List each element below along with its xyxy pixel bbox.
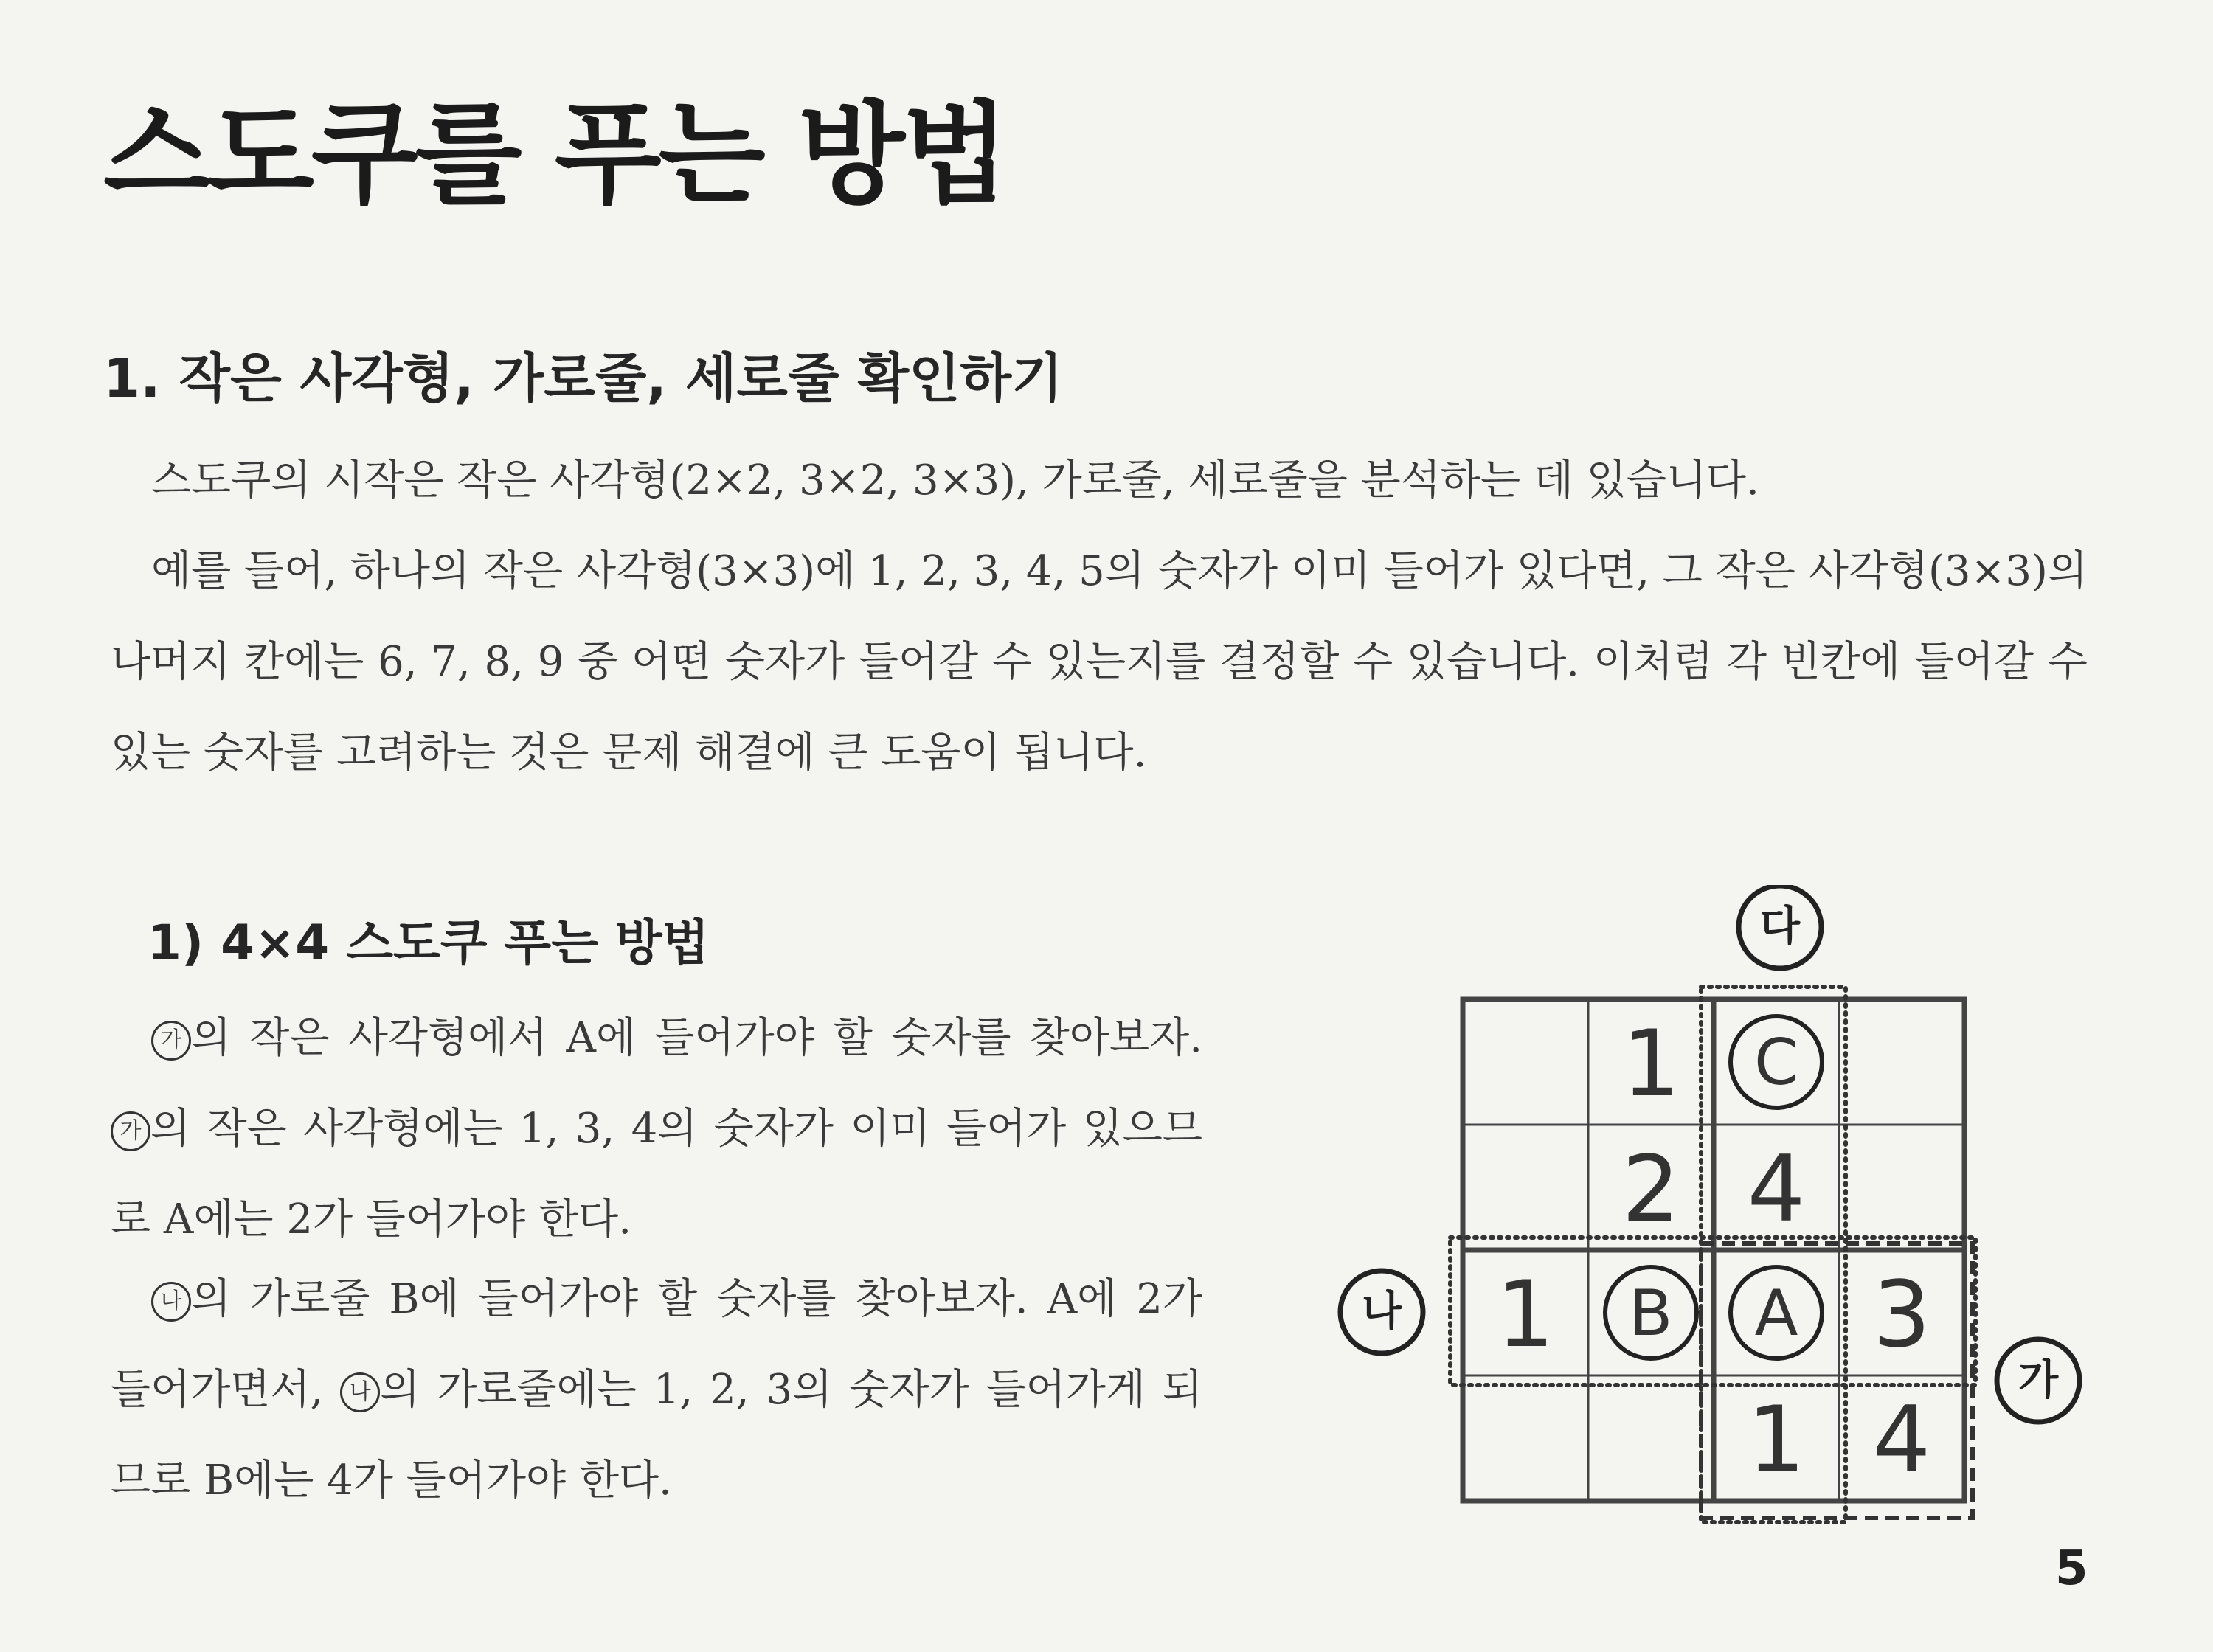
section-2-paragraph-1: [111, 993, 1202, 1265]
section-1-paragraph-2: [111, 526, 2088, 798]
cell-value-r1c3: C: [1753, 1026, 1799, 1100]
paragraph-text: 의 가로줄에는 1, 2, 3의 숫자가 들어가게 되므로 B에는 4가 들어가야 한다.: [111, 1366, 1202, 1504]
cell-value-r1c2: 1: [1621, 1011, 1680, 1117]
section-1-paragraph-2-text: 예를 들어, 하나의 작은 사각형(3×3)에 1, 2, 3, 4, 5의 숫자가 이미 들어가 있다면, 그 작은 사각형(3×3)의 나머지 칸에는 6, 7, 8, 9 중 어떤 숫자가 들어갈 수 있는지를 결정할 수 있습니다. 이처럼 각 빈칸에 들어갈 수 있는 숫자를 고려하는 것은 문제 해결에 큰 도움이 됩니다.: [111, 547, 2088, 777]
cell-value-r4c3: 1: [1747, 1387, 1806, 1493]
section-1-heading: 1. 작은 사각형, 가로줄, 세로줄 확인하기: [103, 347, 1063, 409]
page-title: 스도쿠를 푸는 방법: [103, 91, 1006, 219]
label-box: 가: [2018, 1356, 2059, 1404]
circled-mark-ga: 가: [111, 1111, 150, 1151]
page-number: 5: [2055, 1541, 2088, 1596]
label-row: 나: [1361, 1288, 1402, 1336]
circled-mark-na: 나: [340, 1372, 380, 1412]
cell-value-r3c4: 3: [1872, 1262, 1931, 1368]
paragraph-text: 의 가로줄 B에 들어가야 할 숫자를 찾아보자. A에 2가 들어가면서,: [111, 1275, 1202, 1414]
section-1-paragraph-1-text: 스도쿠의 시작은 작은 사각형(2×2, 3×2, 3×3), 가로줄, 세로줄을 분석하는 데 있습니다.: [151, 457, 1759, 504]
circled-mark-na: 나: [151, 1282, 191, 1322]
section-1-paragraph-1: [111, 435, 2102, 526]
cell-value-r2c3: 4: [1747, 1136, 1806, 1243]
cell-value-r3c1: 1: [1496, 1262, 1555, 1368]
cell-value-r3c3: A: [1754, 1277, 1798, 1350]
circled-mark-ga: 가: [151, 1021, 191, 1061]
cell-value-r3c2: B: [1629, 1277, 1673, 1350]
cell-value-r4c4: 4: [1872, 1387, 1931, 1493]
label-column: 다: [1759, 903, 1801, 951]
section-2-heading: 1) 4×4 스도쿠 푸는 방법: [148, 914, 710, 971]
paragraph-text: 의 작은 사각형에는 1, 3, 4의 숫자가 이미 들어가 있으므로 A에는 2가 들어가야 한다.: [111, 1105, 1202, 1243]
cell-value-r2c2: 2: [1621, 1136, 1680, 1243]
paragraph-text: 의 작은 사각형에서 A에 들어가야 할 숫자를 찾아보자.: [191, 1014, 1202, 1062]
sudoku-4x4-diagram: [1328, 885, 2110, 1549]
section-2-paragraph-2: [111, 1254, 1202, 1526]
